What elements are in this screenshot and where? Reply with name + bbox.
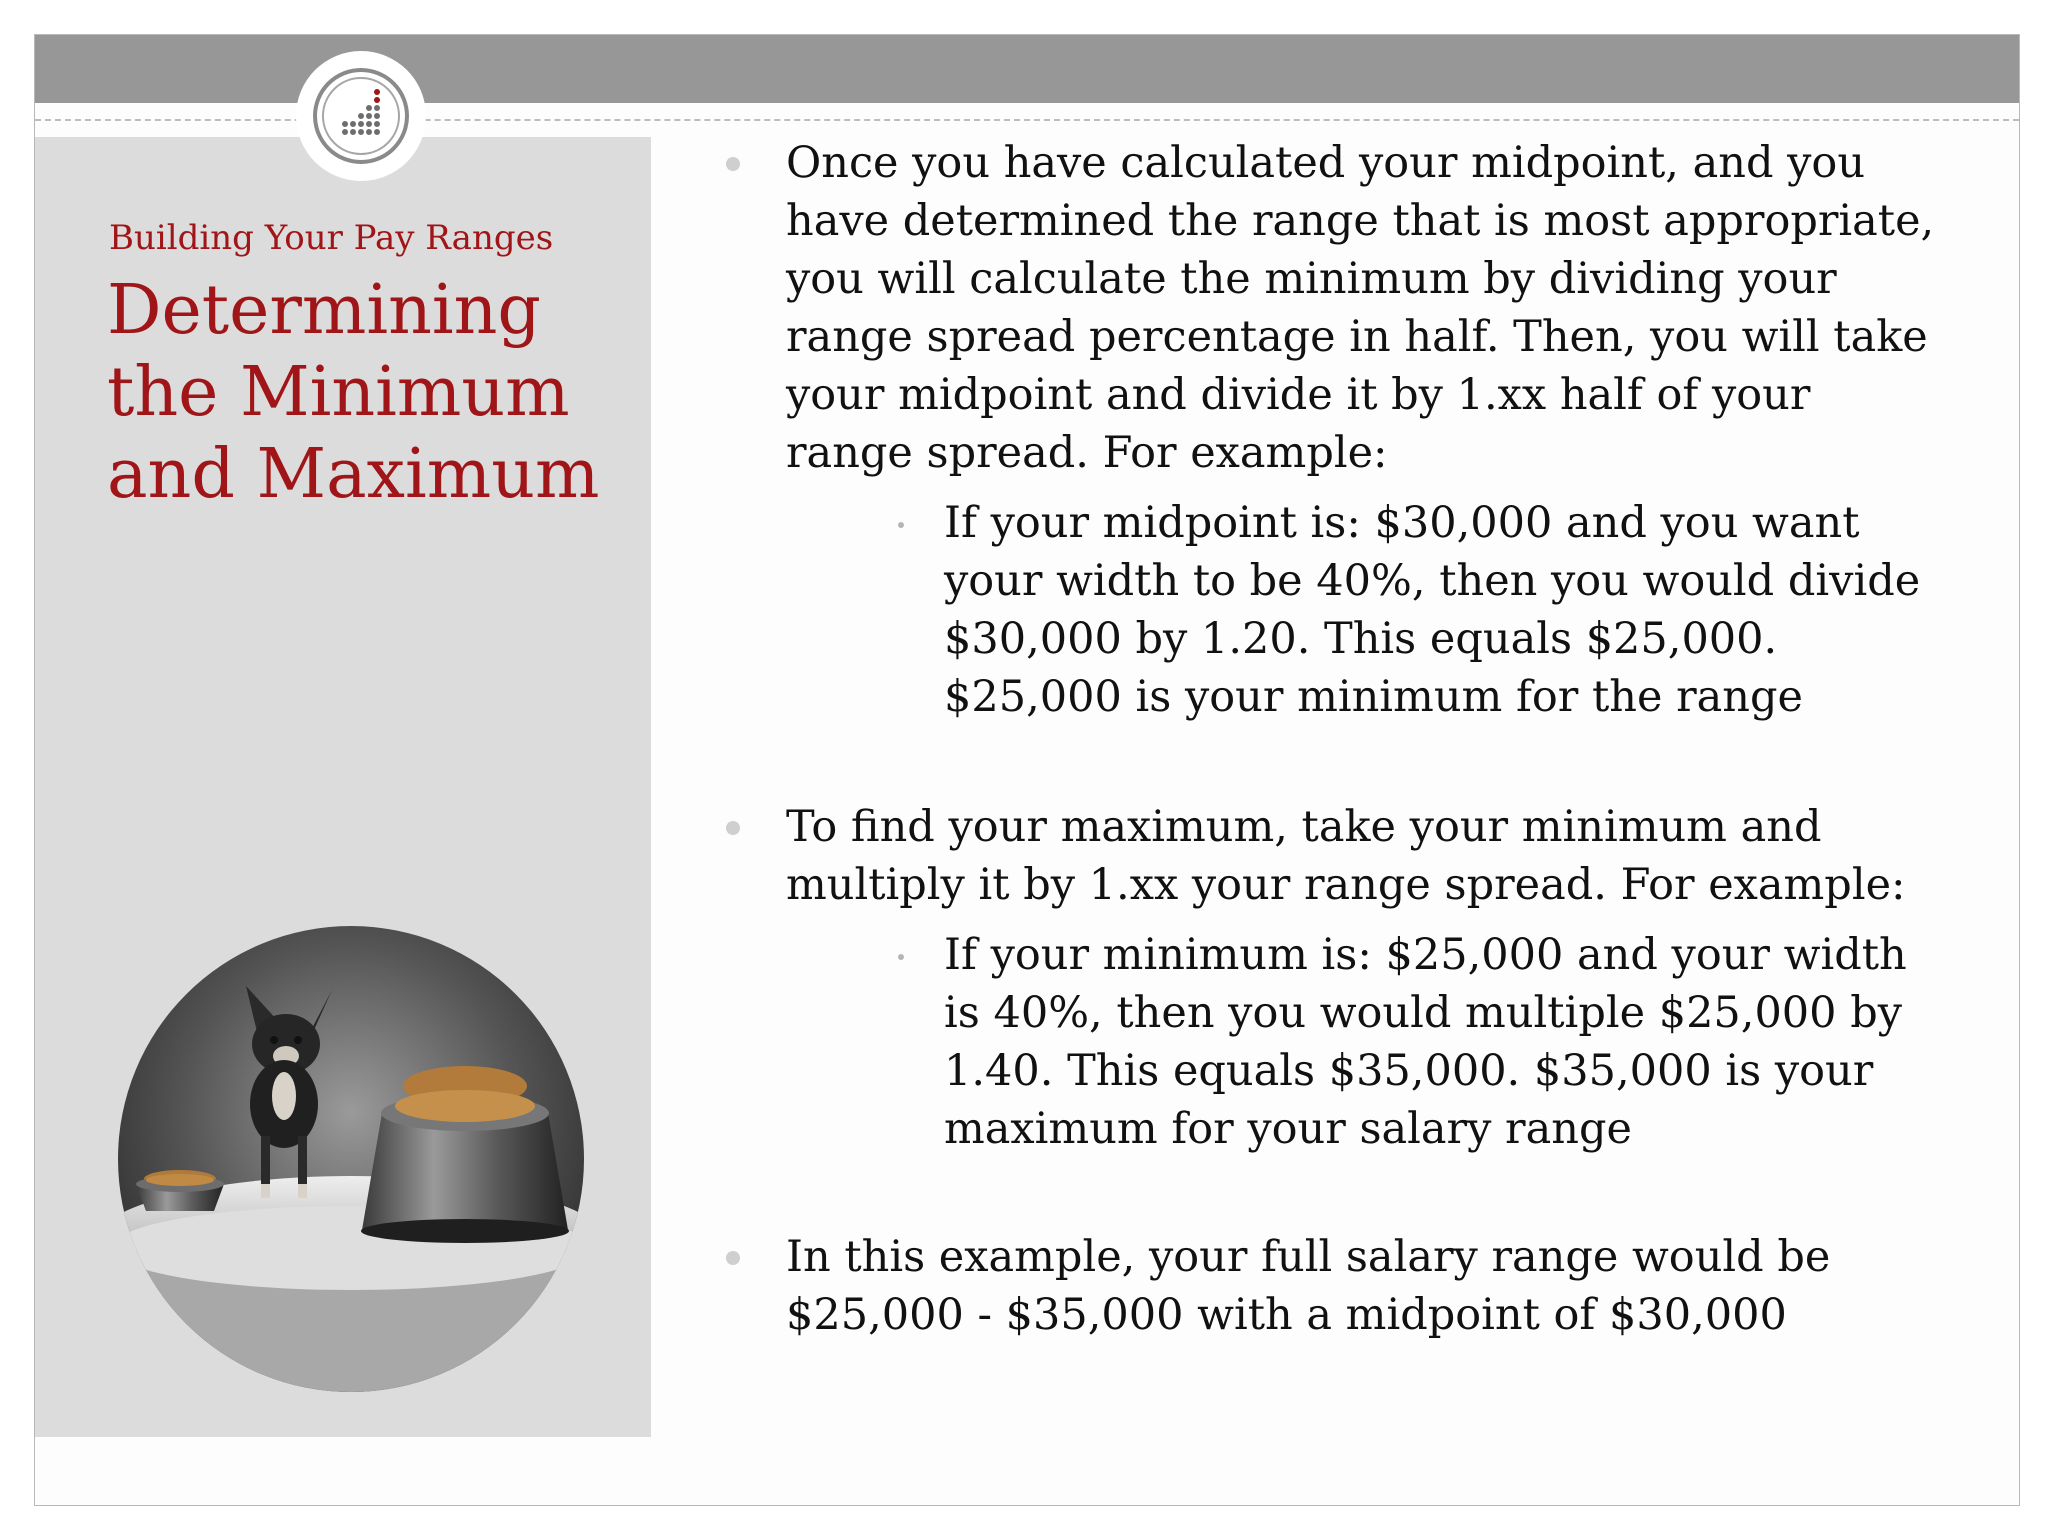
sub-bullet-dot-icon [898, 522, 904, 528]
sub-bullet-dot-icon [898, 954, 904, 960]
bullet-text: Once you have calculated your midpoint, and you have determined the range that is most appropriate, you will calculate the minimum by dividing your range spread percentage in half. Then, you will take your midpoint and divide it by 1.xx half of your range spread. For example: [786, 138, 1935, 478]
sub-bullet-text: If your midpoint is: $30,000 and you want your width to be 40%, then you would divide $30,000 by 1.20. This equals $25,000. $25,000 is your minimum for the range [944, 498, 1921, 722]
sub-bullet-item [786, 926, 1950, 1158]
bullet-dot-icon [726, 157, 740, 171]
slide-subtitle: Building Your Pay Ranges [109, 218, 554, 258]
content-body [690, 134, 1950, 1344]
sub-bullet-item [786, 494, 1950, 726]
slide-title: Determining the Minimum and Maximum [107, 271, 600, 514]
bullet-item [690, 1228, 1950, 1344]
dog-with-food-bowls-photo [118, 926, 584, 1392]
bullet-item [690, 798, 1950, 1158]
bullet-dot-icon [726, 821, 740, 835]
bullet-text: To find your maximum, take your minimum and multiply it by 1.xx your range spread. For example: [786, 802, 1906, 910]
logo-graphic [309, 64, 413, 168]
bullet-item [690, 134, 1950, 726]
bullet-dot-icon [726, 1251, 740, 1265]
bullet-text: In this example, your full salary range would be $25,000 - $35,000 with a midpoint of $30,000 [786, 1232, 1831, 1340]
sub-bullet-text: If your minimum is: $25,000 and your width is 40%, then you would multiple $25,000 by 1.40. This equals $35,000. $35,000 is your maximum for your salary range [944, 930, 1907, 1154]
bar-dots-logo-icon [296, 51, 426, 181]
